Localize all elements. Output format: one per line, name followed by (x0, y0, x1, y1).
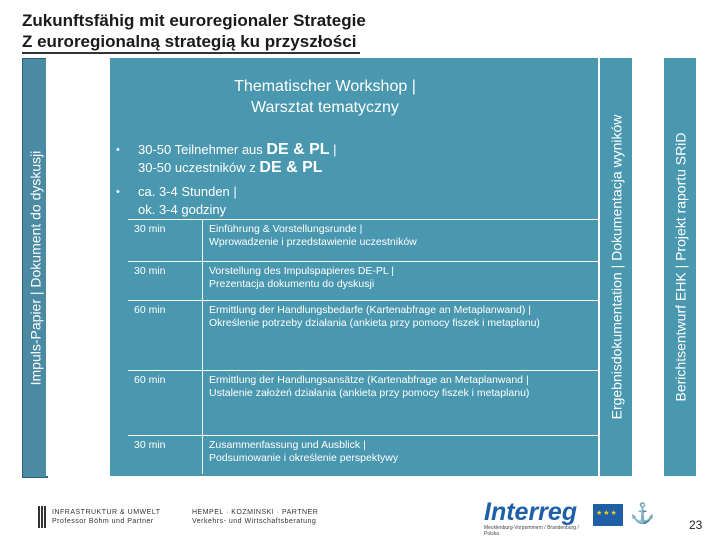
table-row (128, 436, 598, 474)
table-row (128, 301, 598, 371)
agenda-item-de: Einführung & Vorstellungsrunde | (209, 223, 363, 235)
hempel-logo-line2: Verkehrs- und Wirtschaftsberatung (192, 518, 317, 525)
table-row (128, 371, 598, 436)
infra-logo-line1: INFRASTRUKTUR & UMWELT (52, 509, 161, 516)
side-label-left-text: Impuls-Papier | Dokument do dyskusji (27, 150, 44, 386)
side-label-middle-text: Ergebnisdokumentation | Dokumentacja wyników (608, 114, 625, 420)
ship-logo-icon: ⚓ (630, 503, 655, 525)
agenda-time: 60 min (128, 371, 203, 436)
bullet-list (116, 141, 556, 219)
side-label-middle (600, 58, 632, 476)
hempel-logo (192, 508, 318, 526)
bullet-dot: • (116, 144, 120, 156)
agenda-item-pl: Ustalenie założeń działania (ankieta przy pomocy fiszek i metaplanu) (209, 387, 530, 399)
workshop-title (110, 76, 540, 118)
agenda-item (203, 371, 599, 436)
interreg-wordmark: Interreg (484, 498, 578, 526)
side-label-right-text: Berichtsentwurf EHK | Projekt raportu SRiD (672, 132, 689, 402)
agenda-item (203, 301, 599, 371)
bullet-dot: • (116, 186, 120, 198)
workshop-title-de: Thematischer Workshop | (234, 78, 416, 95)
participants-pl-text: 30-50 uczestników z (138, 160, 260, 175)
agenda-table (128, 219, 598, 474)
bullet-duration (116, 183, 556, 219)
bullet-participants (116, 141, 556, 177)
infra-logo-icon (38, 506, 46, 528)
hempel-logo-line1: HEMPEL · KOZMINSKI · PARTNER (192, 509, 319, 516)
agenda-item-de: Ermittlung der Handlungsansätze (Kartenabfrage an Metaplanwand | (209, 374, 529, 386)
title-line-pl: Z euroregionalną strategią ku przyszłości (22, 31, 360, 54)
agenda-item (203, 436, 599, 474)
agenda-time: 30 min (128, 436, 203, 474)
workshop-title-pl: Warsztat tematyczny (251, 99, 399, 116)
eu-flag-icon (593, 504, 623, 526)
title-line-de: Zukunftsfähig mit euroregionaler Strategie (22, 11, 366, 30)
participants-pl-bold: DE & PL (259, 159, 323, 176)
infrastruktur-logo (38, 506, 160, 528)
interreg-logo (484, 498, 584, 537)
participants-de-text: 30-50 Teilnehmer aus (138, 142, 267, 157)
agenda-item-de: Zusammenfassung und Ausblick | (209, 439, 366, 451)
agenda-item-pl: Prezentacja dokumentu do dyskusji (209, 278, 375, 290)
agenda-item-de: Ermittlung der Handlungsbedarfe (Kartenabfrage an Metaplanwand) | (209, 304, 532, 316)
side-label-right (664, 58, 696, 476)
side-label-left (22, 58, 48, 478)
left-gap (46, 58, 110, 476)
interreg-subtitle: Mecklenburg-Vorpommern / Brandenburg / Polska (484, 525, 579, 537)
infra-logo-line2: Professor Böhm und Partner (52, 518, 154, 525)
table-row (128, 262, 598, 301)
page-number: 23 (689, 518, 703, 532)
agenda-time: 60 min (128, 301, 203, 371)
agenda-item (203, 262, 599, 301)
duration-pl: ok. 3-4 godziny (138, 202, 227, 217)
table-row (128, 220, 598, 262)
agenda-time: 30 min (128, 220, 203, 262)
agenda-item-pl: Wprowadzenie i przedstawienie uczestników (209, 236, 417, 248)
agenda-time: 30 min (128, 262, 203, 301)
agenda-item-pl: Określenie potrzeby działania (ankieta przy pomocy fiszek i metaplanu) (209, 317, 540, 329)
agenda-item-de: Vorstellung des Impulspapieres DE-PL | (209, 265, 395, 277)
participants-de-bold: DE & PL (266, 141, 330, 158)
slide-title (22, 10, 582, 54)
infra-logo-text (52, 508, 160, 526)
participants-separator: | (329, 142, 337, 157)
agenda-item (203, 220, 599, 262)
footer-logos (22, 496, 682, 540)
agenda-item-pl: Podsumowanie i określenie perspektywy (209, 452, 399, 464)
duration-de: ca. 3-4 Stunden | (138, 184, 237, 199)
